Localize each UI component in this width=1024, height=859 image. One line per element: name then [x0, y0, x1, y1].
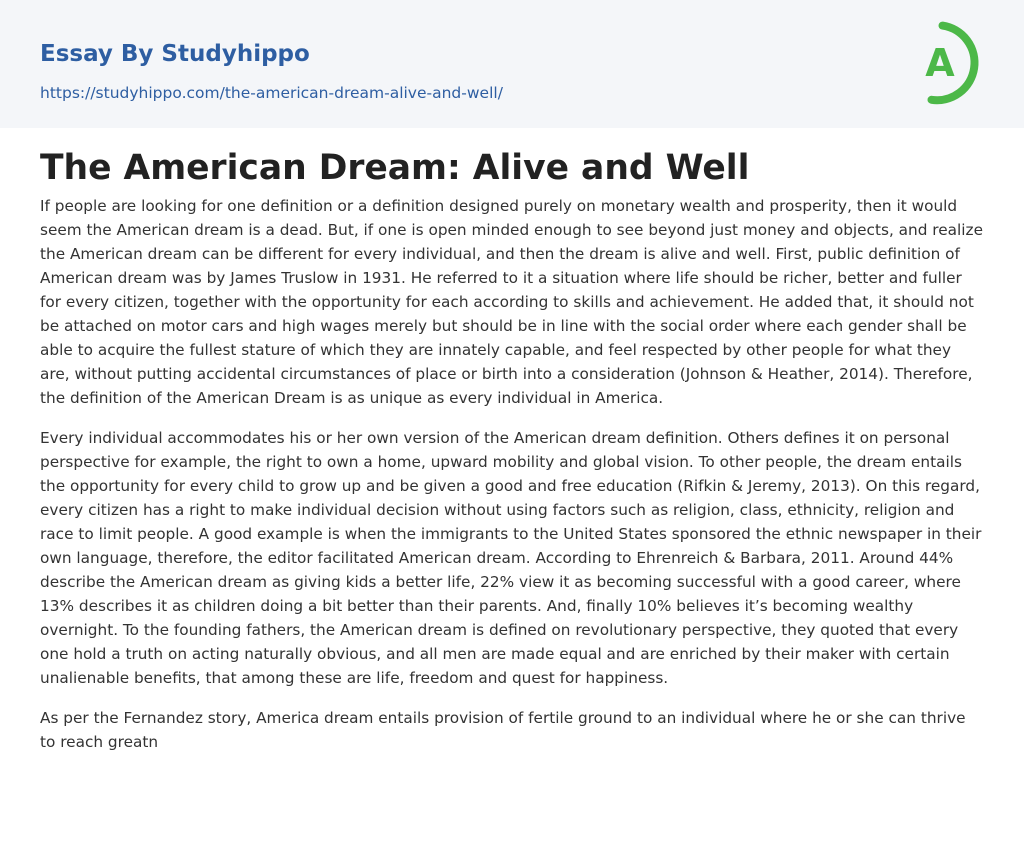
- site-header: [0, 0, 1024, 128]
- studyhippo-logo-icon[interactable]: [912, 20, 986, 106]
- essay-paragraph: As per the Fernandez story, America dream entails provision of fertile ground to an individual where he or she can thrive to reach greatn: [40, 709, 966, 751]
- essay-title: The American Dream: Alive and Well: [40, 148, 750, 188]
- page-url-link[interactable]: https://studyhippo.com/the-american-dream-alive-and-well/: [40, 84, 503, 102]
- essay-paragraph: Every individual accommodates his or her own version of the American dream definition. Others defines it on personal perspective for example, the right to own a home, upward mobility and global vision. To other people, the dream entails the opportunity for every child to grow up and be given a good and free education (Rifkin & Jeremy, 2013). On this regard, every citizen has a right to make individual decision without using factors such as religion, class, ethnicity, religion and race to limit people. A good example is when the immigrants to the United States sponsored the ethnic newspaper in their own language, therefore, the editor facilitated American dream. According to Ehrenreich & Barbara, 2011. Around 44% describe the American dream as giving kids a better life, 22% view it as becoming successful with a good career, where 13% describes it as children doing a bit better than their parents. And, finally 10% believes it’s becoming wealthy overnight. To the founding fathers, the American dream is defined on revolutionary perspective, they quoted that every one hold a truth on acting naturally obvious, and all men are made equal and are enriched by their maker with certain unalienable benefits, that among these are life, freedom and quest for happiness.: [40, 429, 982, 687]
- essay-paragraph: If people are looking for one definition or a definition designed purely on monetary wealth and prosperity, then it would seem the American dream is a dead. But, if one is open minded enough to see beyond just money and objects, and realize the American dream can be different for every individual, and then the dream is alive and well. First, public definition of American dream was by James Truslow in 1931. He referred to it a situation where life should be richer, better and fuller for every citizen, together with the opportunity for each according to skills and achievement. He added that, it should not be attached on motor cars and high wages merely but should be in line with the social order where each gender shall be able to acquire the fullest stature of which they are innately capable, and feel respected by other people for what they are, without putting accidental circumstances of place or birth into a consideration (Johnson & Heather, 2014). Therefore, the definition of the American Dream is as unique as every individual in America.: [40, 197, 983, 407]
- site-brand[interactable]: Essay By Studyhippo: [40, 41, 310, 67]
- essay-body: [40, 194, 984, 770]
- logo-letter: A: [925, 41, 955, 85]
